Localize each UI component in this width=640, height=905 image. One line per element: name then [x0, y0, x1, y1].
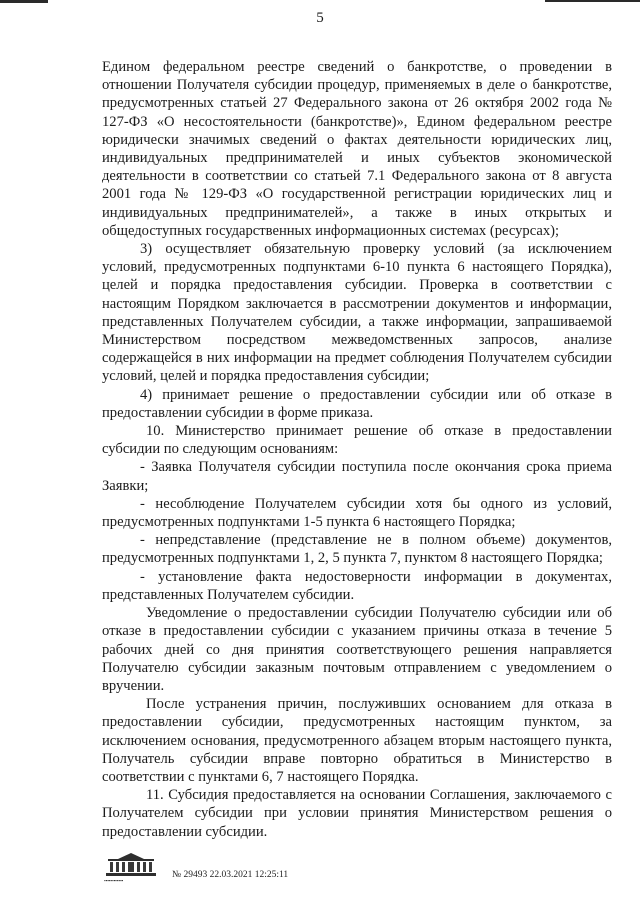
paragraph-clause-11: 11. Субсидия предоставляется на основании Соглашения, заключаемого с Получателем субсидии при условии принятия Министерством решения о предоставлении субсидии. [102, 787, 612, 840]
list-item-late-application: - Заявка Получателя субсидии поступила после окончания срока приема Заявки; [102, 459, 612, 494]
document-registration-stamp: № 29493 22.03.2021 12:25:11 [172, 870, 289, 880]
paragraph-reapplication: После устранения причин, послуживших основанием для отказа в предоставлении субсидии, предусмотренных настоящим пунктом, за исключением основания, предусмотренного абзацем вторым настоящего пункта, Получатель субсидии вправе повторно обратиться в Министерство в соответствии с пунктами 6, 7 настоящего Порядка. [102, 696, 612, 785]
paragraph-item-4: 4) принимает решение о предоставлении субсидии или об отказе в предоставлении субсидии в форме приказа. [102, 386, 612, 421]
government-building-icon [104, 852, 158, 878]
paragraph-clause-10: 10. Министерство принимает решение об отказе в предоставлении субсидии по следующим основаниям: [102, 423, 612, 458]
list-item-noncompliance: - несоблюдение Получателем субсидии хотя бы одного из условий, предусмотренных подпунктами 1-5 пункта 6 настоящего Порядка; [102, 495, 612, 531]
paragraph-item-3: 3) осуществляет обязательную проверку условий (за исключением условий, предусмотренных подпунктами 6-10 пункта 6 настоящего Порядка), целей и порядка предоставления субсидии. Проверка в соответствии с настоящим Порядком заключается в рассмотрении документов и информации, представленных Получателем субсидии, а также информации, запрашиваемой Министерством посредством межведомственных запросов, анализе содержащейся в них информации на предмет соблюдения Получателем субсидии условий, целей и порядка предоставления субсидии; [102, 241, 612, 385]
scan-edge-mark-right [545, 0, 640, 2]
document-body [102, 58, 612, 841]
list-item-missing-documents: - непредставление (представление не в полном объеме) документов, предусмотренных подпунктами 1, 2, 5 пункта 7, пунктом 8 настоящего Порядка; [102, 532, 612, 567]
paragraph-continuation: Едином федеральном реестре сведений о банкротстве, о проведении в отношении Получателя субсидии процедур, применяемых в деле о банкротстве, предусмотренных статьей 27 Федерального закона от 26 октября 2002 года № 127-ФЗ «О несостоятельности (банкротстве)», Едином федеральном реестре юридически значимых сведений о фактах деятельности юридических лиц, индивидуальных предпринимателей и иных субъектов экономической деятельности в соответствии со статьей 7.1 Федерального закона от 8 августа 2001 года № 129-ФЗ «О государственной регистрации юридических лиц и индивидуальных предпринимателей», а также в иных открытых и общедоступных государственных информационных системах (ресурсах); [102, 59, 612, 239]
list-item-false-information: - установление факта недостоверности информации в документах, представленных Получателем субсидии. [102, 568, 612, 603]
paragraph-notification: Уведомление о предоставлении субсидии Получателю субсидии или об отказе в предоставлении субсидии с указанием причины отказа в течение 5 рабочих дней со дня принятия соответствующего решения направляется Получателю субсидии заказным почтовым отправлением с уведомлением о вручении. [102, 605, 612, 694]
footer [104, 852, 624, 892]
scan-edge-mark-left [0, 0, 48, 3]
page-number: 5 [316, 10, 324, 26]
emblem-caption: ▪▪▪▪▪▪▪▪▪▪▪▪ [104, 878, 124, 883]
